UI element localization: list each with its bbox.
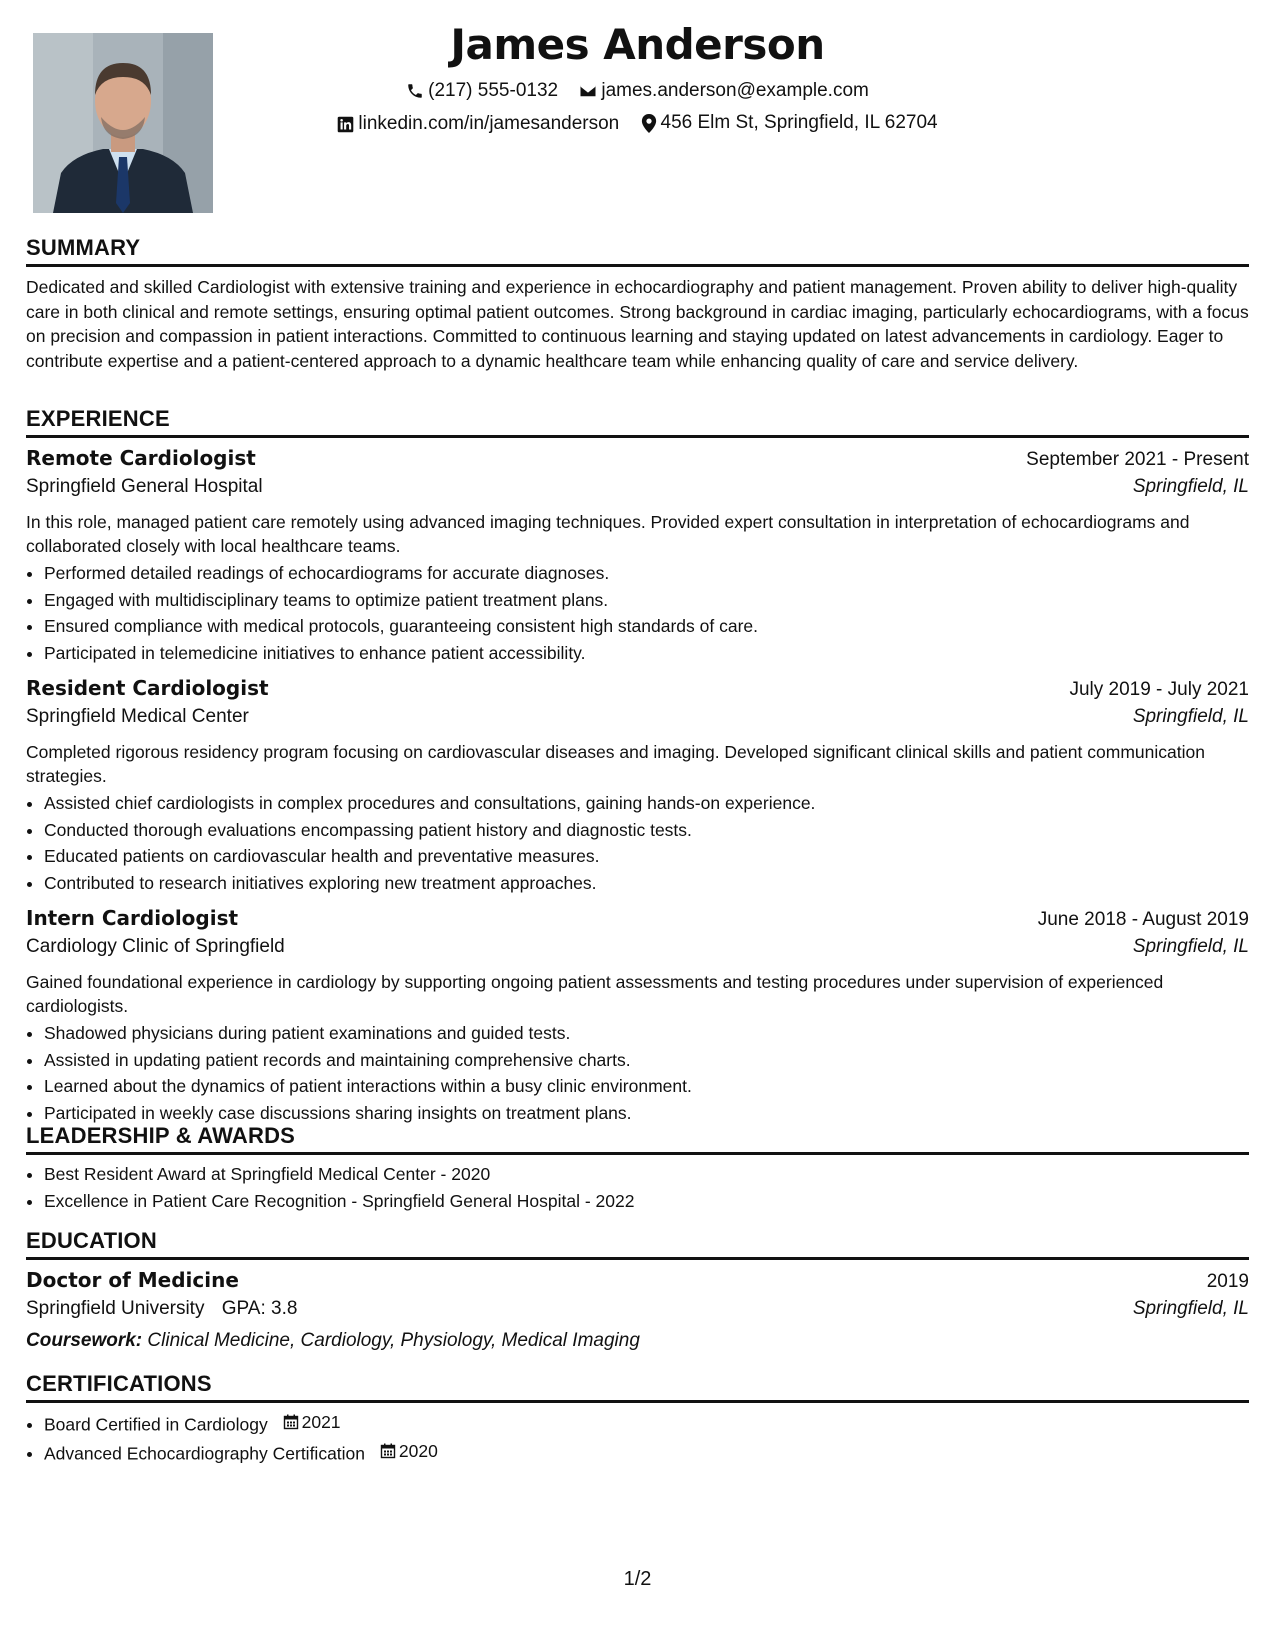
list-item: • Contributed to research initiatives exploring new treatment approaches.	[44, 870, 1249, 897]
linkedin-text: linkedin.com/in/jamesanderson	[358, 113, 620, 134]
job-location: Springfield, IL	[1132, 706, 1249, 727]
contact-row-2	[0, 112, 1275, 139]
phone-contact	[406, 80, 558, 102]
coursework-label: Coursework:	[26, 1330, 143, 1351]
email-contact[interactable]	[579, 80, 868, 102]
graduation-year: 2019	[1206, 1271, 1249, 1292]
calendar-icon	[283, 1414, 299, 1430]
job-description: Completed rigorous residency program focusing on cardiovascular diseases and imaging. Developed significant clinical skills and patient communication strategies.	[26, 742, 1205, 786]
experience-section	[26, 406, 1249, 1126]
degree-title: Doctor of Medicine	[26, 1268, 239, 1292]
education-entry	[26, 1268, 1249, 1352]
list-item	[44, 1438, 1249, 1467]
list-item: • Participated in weekly case discussions sharing insights on treatment plans.	[44, 1100, 1249, 1127]
school-info	[26, 1298, 297, 1320]
list-item: • Assisted chief cardiologists in complex procedures and consultations, gaining hands-on experience.	[44, 790, 1249, 817]
school-name: Springfield University	[26, 1298, 205, 1319]
email-text: james.anderson@example.com	[601, 80, 869, 101]
job-dates: September 2021 - Present	[1026, 449, 1249, 470]
address-text: 456 Elm St, Springfield, IL 62704	[660, 112, 938, 133]
job-title: Intern Cardiologist	[26, 906, 239, 930]
certification-date	[283, 1409, 341, 1436]
job-location: Springfield, IL	[1132, 476, 1249, 497]
job-location: Springfield, IL	[1132, 936, 1249, 957]
list-item: • Conducted thorough evaluations encompassing patient history and diagnostic tests.	[44, 817, 1249, 844]
section-title: CERTIFICATIONS	[26, 1371, 1249, 1403]
job-dates: July 2019 - July 2021	[1069, 679, 1249, 700]
education-section	[26, 1228, 1249, 1352]
coursework	[26, 1330, 1249, 1352]
certification-name: Board Certified in Cardiology	[44, 1414, 268, 1435]
section-title: EDUCATION	[26, 1228, 1249, 1260]
job-dates: June 2018 - August 2019	[1037, 909, 1249, 930]
phone-icon	[406, 82, 424, 100]
job-title: Resident Cardiologist	[26, 676, 269, 700]
awards-list	[26, 1161, 1249, 1214]
certifications-section	[26, 1371, 1249, 1467]
job-title: Remote Cardiologist	[26, 446, 256, 470]
job-entry	[26, 906, 1249, 1126]
summary-section	[26, 235, 1249, 373]
coursework-list: Clinical Medicine, Cardiology, Physiology, Medical Imaging	[147, 1330, 640, 1351]
list-item: • Engaged with multidisciplinary teams to optimize patient treatment plans.	[44, 587, 1249, 614]
job-organization: Springfield General Hospital	[26, 476, 263, 497]
list-item: • Excellence in Patient Care Recognition - Springfield General Hospital - 2022	[44, 1188, 1249, 1215]
list-item: • Learned about the dynamics of patient interactions within a busy clinic environment.	[44, 1073, 1249, 1100]
map-pin-icon	[641, 114, 657, 133]
candidate-name: James Anderson	[450, 20, 825, 69]
linkedin-icon	[337, 116, 354, 133]
school-location: Springfield, IL	[1132, 1298, 1249, 1319]
job-bullets	[26, 1020, 1249, 1126]
section-title: SUMMARY	[26, 235, 1249, 267]
list-item: • Educated patients on cardiovascular health and preventative measures.	[44, 843, 1249, 870]
summary-text: Dedicated and skilled Cardiologist with extensive training and experience in echocardiography and patient management. Proven ability to deliver high-quality care in both clinical and remote settings, ensuring optimal patient outcomes. Strong background in cardiac imaging, particularly echocardiograms, with a focus on precision and compassion in patient interactions. Committed to continuous learning and staying updated on latest advancements in cardiology. Eager to contribute expertise and a patient-centered approach to a dynamic healthcare team while enhancing quality of care and service delivery.	[26, 277, 1249, 371]
leadership-section	[26, 1123, 1249, 1214]
phone-text: (217) 555-0132	[428, 80, 559, 101]
job-description: Gained foundational experience in cardiology by supporting ongoing patient assessments and testing procedures under supervision of experienced cardiologists.	[26, 972, 1164, 1016]
job-organization: Cardiology Clinic of Springfield	[26, 936, 285, 957]
certification-year: 2020	[398, 1440, 438, 1461]
list-item: • Participated in telemedicine initiatives to enhance patient accessibility.	[44, 640, 1249, 667]
certification-name: Advanced Echocardiography Certification	[44, 1443, 366, 1463]
linkedin-contact[interactable]	[337, 113, 619, 135]
job-entry	[26, 446, 1249, 666]
list-item	[44, 1409, 1249, 1438]
certification-date	[380, 1438, 438, 1465]
section-title: LEADERSHIP & AWARDS	[26, 1123, 1249, 1155]
page-number: 1/2	[623, 1568, 652, 1590]
certifications-list	[26, 1409, 1249, 1467]
calendar-icon	[380, 1443, 396, 1459]
contact-row-1	[0, 80, 1275, 106]
list-item: • Performed detailed readings of echocardiograms for accurate diagnoses.	[44, 560, 1249, 587]
job-organization: Springfield Medical Center	[26, 706, 249, 727]
list-item: • Ensured compliance with medical protocols, guaranteeing consistent high standards of care.	[44, 613, 1249, 640]
certification-year: 2021	[301, 1412, 341, 1432]
list-item: • Best Resident Award at Springfield Medical Center - 2020	[44, 1161, 1249, 1188]
job-bullets	[26, 790, 1249, 896]
section-title: EXPERIENCE	[26, 406, 1249, 438]
job-description: In this role, managed patient care remotely using advanced imaging techniques. Provided expert consultation in interpretation of echocardiograms and collaborated closely with local healthcare teams.	[26, 512, 1190, 556]
list-item: • Shadowed physicians during patient examinations and guided tests.	[44, 1020, 1249, 1047]
list-item: • Assisted in updating patient records and maintaining comprehensive charts.	[44, 1047, 1249, 1074]
job-entry	[26, 676, 1249, 896]
job-bullets	[26, 560, 1249, 666]
address-contact	[641, 112, 938, 134]
gpa: GPA: 3.8	[221, 1298, 298, 1319]
envelope-icon	[579, 82, 597, 100]
